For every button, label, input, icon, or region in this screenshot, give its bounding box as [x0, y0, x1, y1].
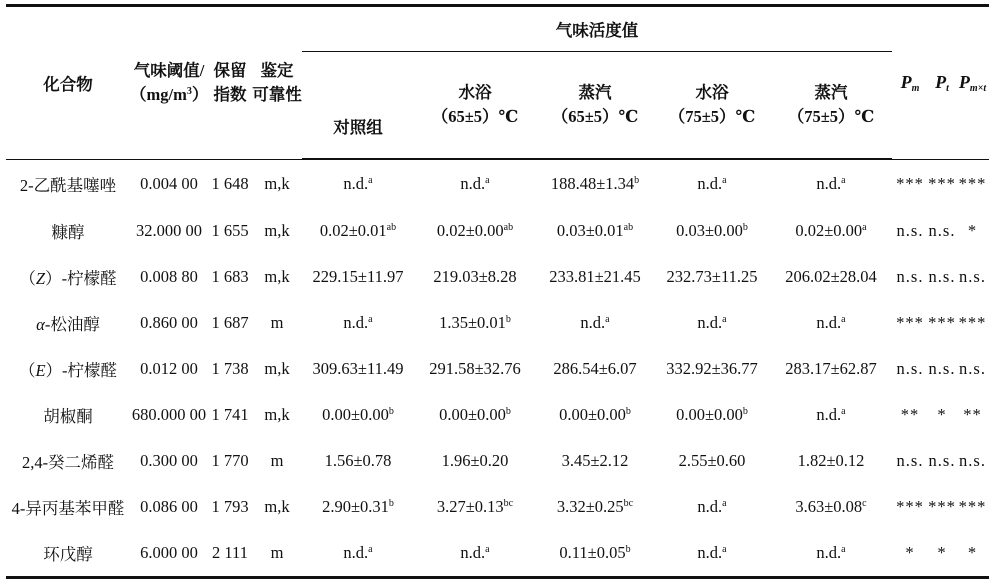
- threshold-cell: 0.860 00: [140, 313, 198, 332]
- oav-cell: [770, 159, 892, 208]
- significance-letter: ab: [386, 222, 397, 233]
- significance-letter: a: [722, 175, 727, 186]
- oav-value: n.d.: [816, 405, 842, 424]
- header-compound: 化合物: [6, 6, 130, 160]
- oav-cell: [536, 254, 654, 300]
- p-value-cell: **: [900, 405, 920, 424]
- oav-cell: [536, 438, 654, 484]
- table-row: [6, 484, 989, 530]
- p-value-cell: ***: [896, 313, 924, 332]
- table-row: [6, 392, 989, 438]
- threshold-cell: 0.086 00: [140, 497, 198, 516]
- p-value-cell: **: [963, 405, 982, 424]
- oav-cell: [536, 300, 654, 346]
- compound-name: 胡椒酮: [43, 407, 93, 426]
- retention-index-cell: 1 655: [211, 221, 249, 240]
- oav-cell: [302, 208, 414, 254]
- header-p-t: $P_t$: [928, 6, 956, 160]
- oav-value: 283.17±62.87: [785, 359, 877, 378]
- header-reliability: 鉴定 可靠性: [252, 6, 302, 160]
- header-threshold: 气味阈值/ $(mg/m^3)$: [130, 6, 208, 160]
- oav-cell: [654, 346, 770, 392]
- threshold-cell: 680.000 00: [131, 405, 207, 424]
- oav-cell: [302, 346, 414, 392]
- retention-index-cell: 1 648: [211, 173, 249, 193]
- header-p-mxt: $P_{m\times t}$: [956, 6, 989, 160]
- p-value-cell: n.s.: [896, 221, 924, 240]
- table-row: [6, 300, 989, 346]
- oav-value: n.d.: [460, 543, 486, 562]
- header-steam-75: 蒸汽 （75±5）℃: [770, 52, 892, 160]
- p-value-cell: ***: [958, 497, 987, 516]
- table-row: [6, 530, 989, 578]
- significance-letter: a: [722, 314, 727, 325]
- threshold-cell: 0.300 00: [140, 451, 198, 470]
- oav-cell: [654, 484, 770, 530]
- p-value-cell: n.s.: [896, 451, 924, 470]
- p-value-cell: n.s.: [928, 451, 956, 470]
- oav-value: 0.00±0.00: [322, 405, 389, 424]
- oav-value: 0.02±0.01: [319, 221, 387, 240]
- table-row: [6, 346, 989, 392]
- oav-cell: [654, 530, 770, 578]
- oav-value: n.d.: [343, 174, 369, 193]
- threshold-cell: 0.008 80: [140, 267, 198, 286]
- p-value-cell: *: [967, 221, 978, 240]
- compound-name: 环戊醇: [6, 530, 130, 578]
- oav-cell: [302, 300, 414, 346]
- oav-value: n.d.: [816, 543, 842, 562]
- oav-cell: [770, 208, 892, 254]
- oav-cell: [536, 159, 654, 208]
- p-value-cell: ***: [928, 313, 956, 332]
- compound-name: 糠醇: [51, 223, 85, 242]
- p-value-cell: n.s.: [896, 267, 924, 286]
- oav-value: 1.96±0.20: [441, 451, 509, 470]
- oav-cell: [770, 254, 892, 300]
- p-value-cell: n.s.: [896, 359, 924, 378]
- oav-value: 0.00±0.00: [559, 405, 626, 424]
- table-row: [6, 208, 989, 254]
- oav-cell: [536, 530, 654, 578]
- oav-value: 3.63±0.08: [795, 497, 863, 516]
- p-value-cell: n.s.: [959, 267, 986, 286]
- oav-cell: [654, 300, 770, 346]
- reliability-cell: m: [270, 451, 284, 470]
- significance-letter: a: [368, 544, 373, 555]
- retention-index-cell: 1 687: [211, 313, 249, 332]
- threshold-cell: 0.012 00: [140, 359, 198, 378]
- p-value-cell: n.s.: [959, 451, 986, 470]
- oav-value: n.d.: [697, 313, 723, 332]
- reliability-cell: m: [270, 313, 284, 332]
- significance-letter: c: [862, 498, 867, 509]
- oav-value: 206.02±28.04: [785, 267, 877, 286]
- p-value-cell: ***: [896, 173, 924, 193]
- oav-cell: [770, 392, 892, 438]
- table-row: [6, 254, 989, 300]
- oav-cell: [414, 254, 536, 300]
- compound-name: α-松油醇: [36, 315, 100, 334]
- significance-letter: b: [505, 406, 511, 417]
- header-retention-index: 保留 指数: [208, 6, 252, 160]
- oav-cell: [302, 484, 414, 530]
- oav-cell: [414, 438, 536, 484]
- oav-cell: [414, 346, 536, 392]
- significance-letter: b: [742, 406, 748, 417]
- oav-value: 3.45±2.12: [561, 451, 629, 470]
- significance-letter: b: [625, 406, 631, 417]
- reliability-cell: m,k: [264, 497, 290, 516]
- oav-value: 1.82±0.12: [797, 451, 865, 470]
- reliability-cell: m,k: [264, 173, 290, 193]
- oav-cell: [654, 208, 770, 254]
- significance-letter: ab: [623, 222, 634, 233]
- oav-cell: [536, 484, 654, 530]
- oav-cell: [302, 254, 414, 300]
- significance-letter: b: [625, 544, 631, 555]
- p-value-cell: *: [956, 530, 989, 578]
- compound-name: 4-异丙基苯甲醛: [11, 499, 125, 518]
- oav-value: 3.27±0.13: [436, 497, 504, 516]
- oav-value: n.d.: [697, 543, 723, 562]
- p-value-cell: n.s.: [959, 359, 986, 378]
- significance-letter: b: [388, 498, 394, 509]
- oav-cell: [770, 530, 892, 578]
- reliability-cell: m,k: [264, 267, 290, 286]
- p-value-cell: *: [892, 530, 928, 578]
- p-value-cell: *: [928, 530, 956, 578]
- oav-cell: [302, 392, 414, 438]
- oav-value: n.d.: [343, 313, 369, 332]
- p-value-cell: ***: [928, 173, 956, 193]
- p-value-cell: ***: [928, 497, 956, 516]
- retention-index-cell: 2 111: [208, 530, 252, 578]
- p-value-cell: ***: [896, 497, 924, 516]
- table-row: [6, 159, 989, 208]
- oav-cell: [654, 392, 770, 438]
- oav-cell: [770, 484, 892, 530]
- compound-name: 2,4-癸二烯醛: [21, 453, 115, 472]
- odor-activity-table: [6, 4, 989, 579]
- oav-value: 1.56±0.78: [324, 451, 392, 470]
- oav-value: n.d.: [343, 543, 369, 562]
- oav-cell: [654, 159, 770, 208]
- oav-cell: [654, 254, 770, 300]
- significance-letter: a: [368, 175, 373, 186]
- p-value-cell: n.s.: [928, 359, 956, 378]
- significance-letter: a: [722, 498, 727, 509]
- significance-letter: b: [505, 314, 511, 325]
- retention-index-cell: 1 683: [211, 267, 249, 286]
- oav-cell: [536, 392, 654, 438]
- significance-letter: a: [605, 314, 610, 325]
- significance-letter: a: [841, 175, 846, 186]
- table-body: [6, 159, 989, 578]
- p-value-cell: ***: [958, 313, 987, 332]
- oav-cell: [414, 530, 536, 578]
- oav-value: 1.35±0.01: [439, 313, 506, 332]
- oav-value: n.d.: [697, 174, 723, 193]
- oav-cell: [414, 484, 536, 530]
- oav-value: 0.03±0.00: [676, 221, 743, 240]
- oav-cell: [770, 438, 892, 484]
- oav-value: n.d.: [580, 313, 606, 332]
- significance-letter: b: [742, 222, 748, 233]
- oav-value: 0.02±0.00: [436, 221, 504, 240]
- oav-cell: [414, 208, 536, 254]
- oav-value: 0.03±0.01: [556, 221, 624, 240]
- header-water-75: 水浴 （75±5）℃: [654, 52, 770, 160]
- reliability-cell: m: [252, 530, 302, 578]
- retention-index-cell: 1 770: [211, 451, 249, 470]
- oav-value: 0.02±0.00: [795, 221, 863, 240]
- oav-cell: [654, 438, 770, 484]
- reliability-cell: m,k: [264, 359, 290, 378]
- oav-cell: [302, 530, 414, 578]
- compound-name: （E）-柠檬醛: [18, 361, 118, 380]
- retention-index-cell: 1 793: [211, 497, 249, 516]
- significance-letter: b: [388, 406, 394, 417]
- oav-value: 309.63±11.49: [312, 359, 404, 378]
- oav-value: 188.48±1.34: [550, 174, 635, 193]
- compound-name: （Z）-柠檬醛: [19, 269, 117, 288]
- p-value-cell: *: [937, 405, 947, 424]
- oav-value: n.d.: [697, 497, 723, 516]
- header-steam-65: 蒸汽 （65±5）℃: [536, 52, 654, 160]
- reliability-cell: m,k: [264, 221, 290, 240]
- compound-name: 2-乙酰基噻唑: [19, 175, 117, 195]
- significance-letter: a: [368, 314, 373, 325]
- significance-letter: bc: [503, 498, 514, 509]
- retention-index-cell: 1 741: [211, 405, 249, 424]
- oav-value: 229.15±11.97: [312, 267, 404, 286]
- significance-letter: a: [841, 314, 846, 325]
- significance-letter: ab: [503, 222, 514, 233]
- p-value-cell: n.s.: [928, 267, 956, 286]
- oav-value: 0.00±0.00: [676, 405, 743, 424]
- oav-value: 0.00±0.00: [439, 405, 506, 424]
- significance-letter: a: [841, 544, 846, 555]
- oav-cell: [414, 392, 536, 438]
- reliability-cell: m,k: [264, 405, 290, 424]
- significance-letter: b: [634, 175, 640, 186]
- oav-cell: [770, 300, 892, 346]
- header-oav-group: 气味活度值: [302, 6, 892, 52]
- significance-letter: bc: [623, 498, 634, 509]
- oav-value: 286.54±6.07: [553, 359, 637, 378]
- oav-value: 2.90±0.31: [322, 497, 389, 516]
- oav-value: 232.73±11.25: [666, 267, 758, 286]
- oav-cell: [414, 159, 536, 208]
- oav-value: 291.58±32.76: [429, 359, 521, 378]
- significance-letter: a: [722, 544, 727, 555]
- significance-letter: a: [841, 406, 846, 417]
- oav-value: 0.11±0.05: [559, 543, 626, 562]
- threshold-cell: 0.004 00: [140, 173, 198, 193]
- oav-value: n.d.: [460, 174, 486, 193]
- oav-value: n.d.: [816, 174, 842, 193]
- oav-value: 219.03±8.28: [433, 267, 517, 286]
- table-row: [6, 438, 989, 484]
- oav-cell: [302, 438, 414, 484]
- oav-value: 3.32±0.25: [556, 497, 624, 516]
- oav-value: 2.55±0.60: [678, 451, 746, 470]
- oav-cell: [536, 346, 654, 392]
- oav-cell: [414, 300, 536, 346]
- oav-value: n.d.: [816, 313, 842, 332]
- header-p-m: $P_m$: [892, 6, 928, 160]
- oav-cell: [536, 208, 654, 254]
- header-control: 对照组: [302, 52, 414, 160]
- significance-letter: a: [485, 544, 490, 555]
- retention-index-cell: 1 738: [211, 359, 249, 378]
- threshold-cell: 6.000 00: [130, 530, 208, 578]
- header-water-65: 水浴 （65±5）℃: [414, 52, 536, 160]
- p-value-cell: ***: [958, 173, 987, 193]
- p-value-cell: n.s.: [928, 221, 956, 240]
- oav-value: 233.81±21.45: [549, 267, 641, 286]
- oav-cell: [770, 346, 892, 392]
- significance-letter: a: [862, 222, 867, 233]
- significance-letter: a: [485, 175, 490, 186]
- threshold-cell: 32.000 00: [136, 221, 202, 240]
- oav-value: 332.92±36.77: [666, 359, 758, 378]
- oav-cell: [302, 159, 414, 208]
